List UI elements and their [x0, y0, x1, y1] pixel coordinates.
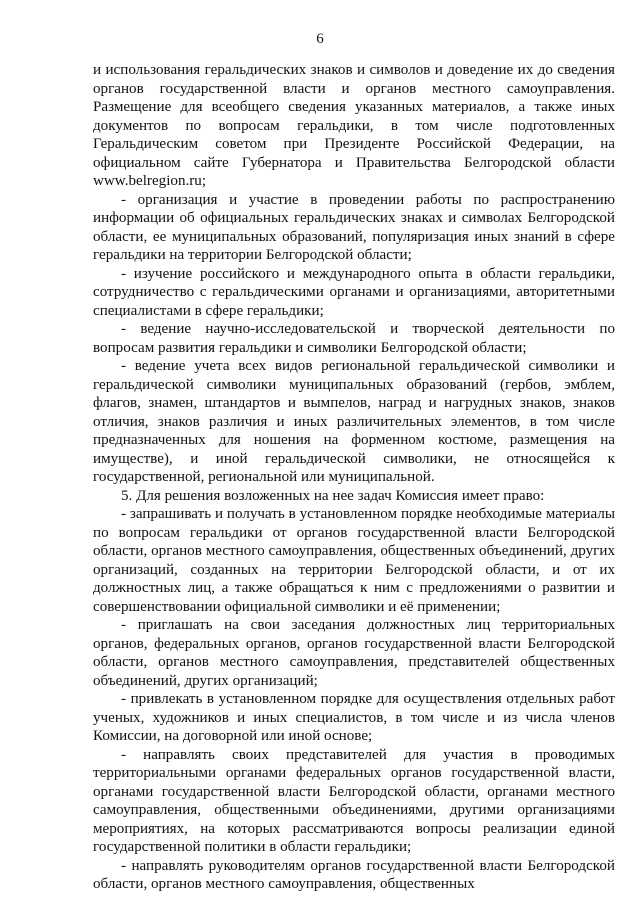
paragraph-item: - направлять руководителям органов государственной власти Белгородской области, органов местного самоуправления, общественных [93, 857, 615, 892]
paragraph-item: - ведение научно-исследовательской и творческой деятельности по вопросам развития геральдики и символики Белгородской области; [93, 321, 615, 356]
paragraph-item: - направлять своих представителей для участия в проводимых территориальными органами федеральных органов государственной власти, органами государственной власти Белгородской области, органами местного самоуправления, общественными объединениями, другими организациями мероприятиях, на которых рассматриваются вопросы реализации единой государственной политики в области геральдики; [93, 746, 615, 855]
paragraph-item: - ведение учета всех видов региональной геральдической символики и геральдической символики муниципальных образований (гербов, эмблем, флагов, знамен, штандартов и вымпелов, наград и нагрудных знаков, знаков отличия, знаков различия и иных различительных элементов, в том числе предназначенных для ношения на форменном костюме, размещения на имуществе), и иной геральдической символики, не относящейся к государственной, региональной или муниципальной. [93, 358, 615, 485]
paragraph-item: - изучение российского и международного опыта в области геральдики, сотрудничество с геральдическими органами и организациями, авторитетными специалистами в сфере геральдики; [93, 265, 615, 319]
paragraph-item: - приглашать на свои заседания должностных лиц территориальных органов, федеральных органов, органов государственной власти Белгородской области, органов местного самоуправления, представителей общественных объединений, других организаций; [93, 617, 615, 689]
page-number: 6 [316, 31, 324, 47]
paragraph-item: - организация и участие в проведении работы по распространению информации об официальных геральдических знаках и символах Белгородской области, ее муниципальных образований, популяризация иных знаний в сфере геральдики на территории Белгородской области; [93, 191, 615, 263]
document-body [93, 61, 615, 894]
paragraph-continuation: и использования геральдических знаков и символов и доведение их до сведения органов государственной власти и органов местного самоуправления. Размещение для всеобщего сведения указанных материалов, а также иных документов по вопросам геральдики, в том числе подготовленных Геральдическим советом при Президенте Российской Федерации, на официальном сайте Губернатора и Правительства Белгородской области www.belregion.ru; [93, 62, 615, 189]
paragraph-item: - запрашивать и получать в установленном порядке необходимые материалы по вопросам геральдики от органов государственной власти Белгородской области, органов местного самоуправления, общественных объединений, других организаций, созданных на территории Белгородской области, и от их должностных лиц, а также обращаться к ним с предложениями о развитии и совершенствовании официальной символики и её применении; [93, 506, 615, 615]
paragraph-section-heading: 5. Для решения возложенных на нее задач Комиссия имеет право: [121, 487, 545, 504]
paragraph-item: - привлекать в установленном порядке для осуществления отдельных работ ученых, художников и иных специалистов, в том числе и из числа членов Комиссии, на договорной или иной основе; [93, 691, 615, 744]
